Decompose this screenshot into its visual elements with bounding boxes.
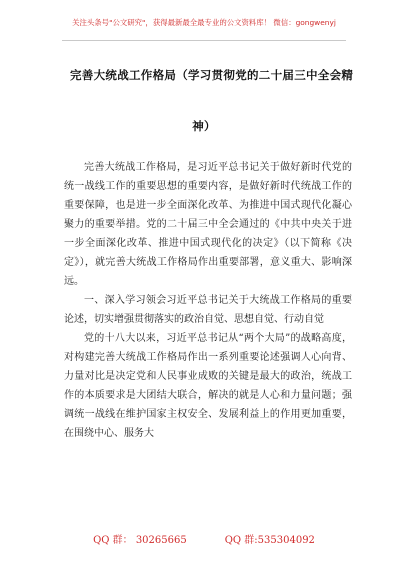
document-title-line-2: 神） <box>192 119 216 133</box>
header-divider <box>62 40 346 41</box>
body-paragraph-intro: 完善大统战工作格局，是习近平总书记关于做好新时代党的统一战线工作的重要思想的重要内容，是做好新时代统战工作的重要保障，也是进一步全面深化改革、为推进中国式现代化凝心聚力的重要举措。党的二十届三中全会通过的《中共中央关于进一步全面深化改革、推进中国式现代化的决定》（以下简称《决定》），就完善大统战工作格局作出重要部署，意义重大、影响深远。 <box>64 162 352 287</box>
body-paragraph-section-heading: 一、深入学习领会习近平总书记关于大统战工作格局的重要论述，切实增强贯彻落实的政治自觉、思想自觉、行动自觉 <box>64 295 352 325</box>
footer-contact <box>0 531 408 546</box>
footer-qq-group-2: QQ 群:535304092 <box>224 535 315 546</box>
footer-qq-group-1: QQ 群： 30265665 <box>93 535 187 546</box>
body-paragraph-content: 党的十八大以来，习近平总书记从“两个大局”的战略高度，对构建完善大统战工作格局作出一系列重要论述强调人心向背、力量对比是决定党和人民事业成败的关键是最大的政治，统战工作的本质要求是大团结大联合，解决的就是人心和力量问题；强调统一战线在维护国家主权安全、发展利益上的作用更加重要，在围绕中心、服务大 <box>64 333 352 439</box>
document-body <box>64 158 352 443</box>
document-title-line-1: 完善大统战工作格局（学习贯彻党的二十届三中全会精 <box>70 68 354 82</box>
header-banner: 关注头条号"公文研究"，获得最新最全最专业的公文资料库！ 微信：gongwenyj <box>72 18 336 27</box>
